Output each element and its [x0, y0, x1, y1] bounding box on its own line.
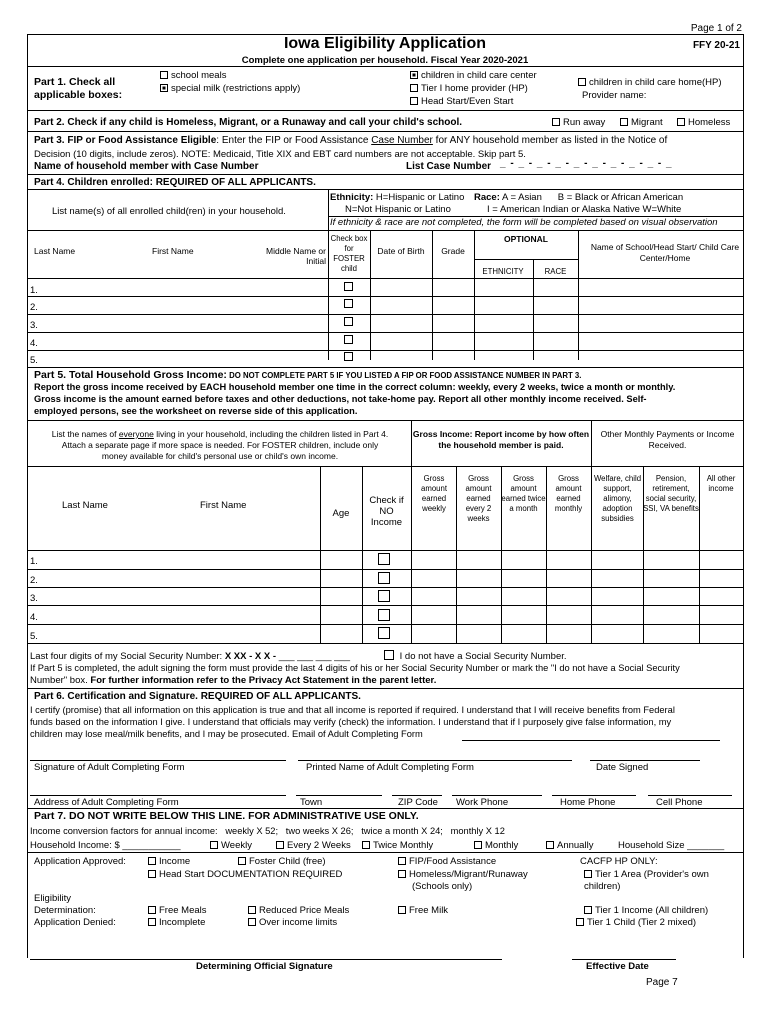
checkbox[interactable]	[584, 870, 592, 878]
checkbox-checked[interactable]	[160, 84, 168, 92]
signature-field[interactable]	[30, 760, 286, 761]
home-phone-field[interactable]	[552, 795, 636, 796]
page-indicator: Page 1 of 2	[690, 23, 742, 34]
child-care-center-option[interactable]: children in child care center	[410, 70, 537, 81]
checkbox[interactable]	[677, 118, 685, 126]
home-phone-label: Home Phone	[560, 797, 616, 808]
p5-col-last: Last Name	[62, 500, 108, 511]
col-school: Name of School/Head Start/ Child Care Center/Home	[590, 242, 740, 263]
p5-col-welfare: Welfare, child support, alimony, adoption subsidies	[593, 474, 642, 523]
no-income-checkbox-3[interactable]	[378, 590, 390, 602]
checkbox[interactable]	[552, 118, 560, 126]
foster-checkbox-3[interactable]	[344, 317, 353, 326]
member-row-1-number: 1.	[30, 556, 38, 567]
form-right-border	[743, 34, 744, 958]
ssn-line2: If Part 5 is completed, the adult signing the form must provide the last 4 digits of his or her Social Security Number or mark the "I do not have a Social Security	[30, 663, 680, 673]
date-signed-field[interactable]	[590, 760, 700, 761]
every-2-weeks-option[interactable]: Every 2 Weeks	[276, 840, 351, 851]
household-size-field[interactable]: Household Size _______	[618, 840, 725, 851]
monthly-option[interactable]: Monthly	[474, 840, 518, 851]
official-signature-field[interactable]	[30, 959, 502, 960]
part1-label: Part 1. Check all applicable boxes:	[34, 76, 123, 101]
foster-option[interactable]: Foster Child (free)	[238, 856, 326, 867]
schools-only-note: (Schools only)	[412, 881, 473, 892]
child-row-5-number: 5.	[30, 355, 38, 366]
optional-label: OPTIONAL	[504, 234, 548, 244]
checkbox[interactable]	[584, 906, 592, 914]
checkbox[interactable]	[362, 841, 370, 849]
no-income-checkbox-1[interactable]	[378, 553, 390, 565]
headstart-approved-option[interactable]: Head Start DOCUMENTATION REQUIRED	[148, 869, 342, 880]
p5-col-pension: Pension, retirement, social security, SSI, VA benefits	[643, 474, 699, 513]
school-meals-option[interactable]: school meals	[160, 70, 226, 81]
ffy-label: FFY 20-21	[692, 40, 740, 51]
address-label: Address of Adult Completing Form	[34, 797, 179, 808]
child-care-home-option[interactable]: children in child care home(HP)	[578, 77, 722, 88]
reduced-option[interactable]: Reduced Price Meals	[248, 905, 349, 916]
form-subtitle: Complete one application per household. Fiscal Year 2020-2021	[241, 55, 529, 66]
homeless-option[interactable]: Homeless	[677, 117, 730, 128]
checkbox[interactable]	[384, 650, 394, 660]
visual-observation-note: If ethnicity & race are not completed, the form will be completed based on visual observation	[330, 217, 718, 228]
checkbox[interactable]	[148, 870, 156, 878]
cell-phone-field[interactable]	[648, 795, 732, 796]
part3-line1: Part 3. FIP or Food Assistance Eligible: Enter the FIP or Food Assistance Case Number for ANY household member as listed in the Notice of	[34, 135, 668, 146]
signature-label: Signature of Adult Completing Form	[34, 762, 185, 773]
race-legend-2: I = American Indian or Alaska Native W=White	[487, 204, 682, 215]
no-income-checkbox-4[interactable]	[378, 609, 390, 621]
ethnicity-legend: Ethnicity: H=Hispanic or Latino	[330, 192, 465, 203]
part5-line2: Report the gross income received by EACH household member one time in the correct column: weekly, every 2 weeks, twice a month or monthly.	[34, 382, 676, 392]
printed-name-field[interactable]	[298, 760, 572, 761]
application-denied-label: Application Denied:	[34, 917, 116, 928]
child-row-4-number: 4.	[30, 338, 38, 349]
col-middle-name: Middle Name or Initial	[266, 246, 326, 266]
zip-field[interactable]	[392, 795, 442, 796]
ethnicity-legend-2: N=Not Hispanic or Latino	[345, 204, 451, 215]
case-number-field[interactable]: _ - _ - _ - _ - _ - _ - _ - _ - _ - _	[500, 158, 673, 169]
hmr-option[interactable]: Homeless/Migrant/Runaway	[398, 869, 528, 880]
col-first-name: First Name	[152, 246, 194, 256]
checkbox[interactable]	[160, 71, 168, 79]
no-income-checkbox-2[interactable]	[378, 572, 390, 584]
twice-monthly-option[interactable]: Twice Monthly	[362, 840, 433, 851]
part5-heading: Part 5. Total Household Gross Income: DO NOT COMPLETE PART 5 IF YOU LISTED A FIP OR FOOD ASSISTANCE NUMBER IN PART 3.	[34, 369, 582, 381]
address-field[interactable]	[30, 795, 286, 796]
tier1-child-option[interactable]: Tier 1 Child (Tier 2 mixed)	[576, 917, 696, 928]
child-row-1-number: 1.	[30, 285, 38, 296]
cacfp-label: CACFP HP ONLY:	[580, 856, 658, 867]
col-last-name: Last Name	[34, 246, 76, 256]
checkbox[interactable]	[410, 97, 418, 105]
tier1-area-option[interactable]: Tier 1 Area (Provider's own	[584, 869, 709, 880]
foster-checkbox-4[interactable]	[344, 335, 353, 344]
checkbox[interactable]	[620, 118, 628, 126]
gross-income-heading: Gross Income: Report income by how often the household member is paid.	[412, 429, 590, 450]
col-race: RACE	[544, 267, 567, 276]
conversion-factors: Income conversion factors for annual income: weekly X 52; two weeks X 26; twice a month X 24; monthly X 12	[30, 826, 505, 836]
p5-col-twice-month: Gross amount earned twice a month	[501, 474, 546, 513]
income-option[interactable]: Income	[148, 856, 190, 867]
effective-date-field[interactable]	[572, 959, 676, 960]
member-row-5-number: 5.	[30, 631, 38, 642]
fip-option[interactable]: FIP/Food Assistance	[398, 856, 496, 867]
provider-name-label: Provider name:	[582, 90, 647, 101]
cert-line2: funds based on the information I give. I understand that officials may verify (check) the information. I understand that if I purposely give false information, my	[30, 717, 672, 727]
checkbox[interactable]	[398, 857, 406, 865]
cert-line3: children may lose meal/milk benefits, and I may be prosecuted. Email of Adult Completing Form	[30, 729, 423, 739]
work-phone-label: Work Phone	[456, 797, 509, 808]
household-income-label: Household Income: $ ___________	[30, 840, 181, 851]
foster-checkbox-2[interactable]	[344, 299, 353, 308]
part5-line3: Gross income is the amount earned before taxes and other deductions, not take-home pay. Report all other monthly income received. Self-	[34, 394, 647, 404]
p5-col-first: First Name	[200, 500, 247, 511]
tier1-income-option[interactable]: Tier 1 Income (All children)	[584, 905, 708, 916]
part6-label: Part 6. Certification and Signature. REQUIRED OF ALL APPLICANTS.	[34, 691, 361, 702]
other-income-heading: Other Monthly Payments or Income Received.	[600, 429, 735, 450]
member-row-3-number: 3.	[30, 593, 38, 604]
email-field[interactable]	[462, 740, 720, 741]
work-phone-field[interactable]	[452, 795, 542, 796]
weekly-option[interactable]: Weekly	[210, 840, 252, 851]
part5-line4: employed persons, see the worksheet on reverse side of this application.	[34, 406, 358, 416]
part4-label: Part 4. Children enrolled: REQUIRED OF ALL APPLICANTS.	[34, 177, 316, 188]
p5-col-other: All other income	[706, 474, 736, 493]
free-milk-option[interactable]: Free Milk	[398, 905, 448, 916]
footer-page-number: Page 7	[646, 977, 678, 988]
effective-date-label: Effective Date	[586, 961, 649, 972]
date-signed-label: Date Signed	[596, 762, 649, 773]
form-title: Iowa Eligibility Application	[283, 35, 487, 52]
cert-line1: I certify (promise) that all information on this application is true and that all income is reported if required. I understand that I will receive benefits from Federal	[30, 705, 675, 715]
incomplete-option[interactable]: Incomplete	[148, 917, 205, 928]
no-income-checkbox-5[interactable]	[378, 627, 390, 639]
part2-label: Part 2. Check if any child is Homeless, Migrant, or a Runaway and call your child's school.	[34, 117, 463, 128]
printed-name-label: Printed Name of Adult Completing Form	[306, 762, 474, 773]
ssn-line3: Number" box. For further information refer to the Privacy Act Statement in the parent letter.	[30, 675, 437, 686]
foster-checkbox-5[interactable]	[344, 352, 353, 361]
headstart-option[interactable]: Head Start/Even Start	[410, 96, 513, 107]
annually-option[interactable]: Annually	[546, 840, 593, 851]
checkbox[interactable]	[578, 78, 586, 86]
tier1-option[interactable]: Tier I home provider (HP)	[410, 83, 528, 94]
part7-label: Part 7. DO NOT WRITE BELOW THIS LINE. FOR ADMINISTRATIVE USE ONLY.	[34, 810, 419, 822]
p5-col-age: Age	[332, 508, 350, 519]
member-row-2-number: 2.	[30, 575, 38, 586]
checkbox[interactable]	[148, 857, 156, 865]
col-ethnicity: ETHNICITY	[482, 267, 524, 276]
p5-col-monthly: Gross amount earned monthly	[554, 474, 583, 513]
p5-col-every-2-weeks: Gross amount earned every 2 weeks	[465, 474, 492, 523]
official-signature-label: Determining Official Signature	[196, 961, 333, 972]
p5-col-no-income: Check if NO Income	[369, 495, 404, 528]
runaway-option[interactable]: Run away	[552, 117, 605, 128]
race-legend: Race: A = Asian B = Black or African American	[474, 192, 684, 203]
member-row-4-number: 4.	[30, 612, 38, 623]
col-grade: Grade	[441, 246, 465, 256]
checkbox[interactable]	[576, 918, 584, 926]
special-milk-option[interactable]: special milk (restrictions apply)	[160, 83, 300, 94]
list-children-label: List name(s) of all enrolled child(ren) in your household.	[52, 206, 286, 217]
application-approved-label: Application Approved:	[34, 856, 126, 867]
checkbox[interactable]	[474, 841, 482, 849]
ssn-line: Last four digits of my Social Security Number: X XX - X X - ___ ___ ___ ___	[30, 651, 351, 662]
case-member-name-label: Name of household member with Case Number	[34, 161, 259, 172]
foster-checkbox-1[interactable]	[344, 282, 353, 291]
checkbox[interactable]	[148, 906, 156, 914]
form-left-border	[27, 34, 28, 958]
checkbox[interactable]	[398, 906, 406, 914]
checkbox[interactable]	[248, 918, 256, 926]
part3-line2: Decision (10 digits, include zeros). NOTE: Medicaid, Title XIX and EBT card numbers are not acceptable. Skip part 5.	[34, 149, 526, 160]
free-meals-option[interactable]: Free Meals	[148, 905, 207, 916]
checkbox-checked[interactable]	[410, 71, 418, 79]
checkbox[interactable]	[210, 841, 218, 849]
town-label: Town	[300, 797, 323, 808]
migrant-option[interactable]: Migrant	[620, 117, 663, 128]
checkbox[interactable]	[148, 918, 156, 926]
children-note: children)	[584, 881, 621, 892]
col-dob: Date of Birth	[377, 246, 425, 256]
checkbox[interactable]	[546, 841, 554, 849]
child-row-3-number: 3.	[30, 320, 38, 331]
case-number-label: List Case Number	[406, 161, 492, 172]
cell-phone-label: Cell Phone	[656, 797, 703, 808]
child-row-2-number: 2.	[30, 302, 38, 313]
eligibility-label: Eligibility	[34, 893, 71, 904]
checkbox[interactable]	[410, 84, 418, 92]
checkbox[interactable]	[238, 857, 246, 865]
list-everyone-instructions: List the names of everyone living in your household, including the children listed in Part 4. Attach a separate page if more space is needed. For FOSTER children, include only money available for child's personal use or child's own income.	[51, 429, 389, 461]
no-ssn-option[interactable]: I do not have a Social Security Number.	[384, 650, 567, 662]
determination-label: Determination:	[34, 905, 96, 916]
checkbox[interactable]	[276, 841, 284, 849]
col-foster: Check box for FOSTER child	[330, 234, 368, 273]
zip-label: ZIP Code	[398, 797, 438, 808]
over-limits-option[interactable]: Over income limits	[248, 917, 337, 928]
p5-col-weekly: Gross amount earned weekly	[420, 474, 447, 513]
town-field[interactable]	[296, 795, 382, 796]
checkbox[interactable]	[398, 870, 406, 878]
checkbox[interactable]	[248, 906, 256, 914]
